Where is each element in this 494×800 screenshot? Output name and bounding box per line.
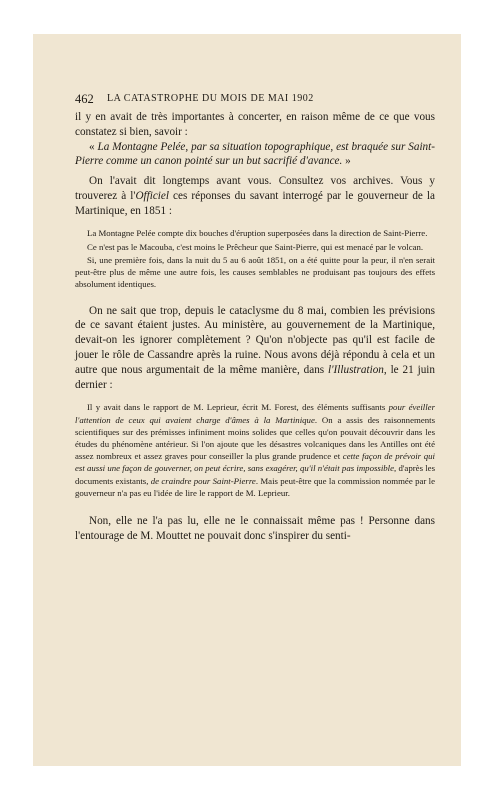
running-title: LA CATASTROPHE DU MOIS DE MAI 1902 [107, 93, 314, 104]
page-number: 462 [75, 92, 94, 106]
forest-text-2: . On a assis des raisonnements scientifiques sur des prémisses infiniment moins solides que celles qu'on pouvait découvrir dans les études du phénomène antérieur. Si l'on ajoute que les désastres volcaniques dans les Antilles ont été assez nombreux et assez graves pour conseiller la plus grande prudence et [75, 414, 435, 462]
paragraph-cataclysm-text-1: On ne sait que trop, depuis le cataclysme du 8 mai, combien les prévisions de ce savant étaient justes. Au ministère, au gouvernement de la Martinique, devait-on les ignorer complètement ? Qu'on n'objecte pas qu'il est facile de jouer le rôle de Cassandre après la ruine. Nous avons déjà répondu à cela et un autre que nous argumentait de la même manière, dans [75, 304, 435, 376]
paragraph-cataclysm-text-2: , le 21 juin dernier : [75, 363, 435, 391]
illustration-title: l'Illustration [328, 363, 384, 376]
forest-text-1: Il y avait dans le rapport de M. Leprieur, écrit M. Forest, des éléments suffisants [87, 402, 389, 413]
forest-text-4: . Mais peut-être que la commission nommée par le gouverneur n'a pas eu l'idée de lire le rapport de M. Leprieur. [75, 475, 435, 498]
paragraph-continued: il y en avait de très importantes à concerter, en raison même de ce que vous constatez si bien, savoir : [75, 111, 435, 138]
paragraph-cataclysm [75, 304, 435, 393]
open-quote: « [89, 140, 98, 153]
block-quote-1851-c: Si, une première fois, dans la nuit du 5 au 6 août 1851, on a été quitte pour la peur, il n'en serait peut-être plus de même une autre fois, les causes semblables ne produisant pas toujours des effets absolument identiques. [75, 254, 435, 290]
paragraph-archives-text-1: On l'avait dit longtemps avant vous. Consultez vos archives. Vous y trouverez à l' [75, 175, 435, 202]
block-quote-forest [75, 401, 435, 499]
paragraph-archives-text-2: ces réponses du savant interrogé par le gouverneur de la Martinique, en 1851 : [75, 189, 436, 217]
page-header [75, 92, 435, 110]
officiel-title: Officiel [135, 189, 169, 202]
forest-italic-2: cette façon de prévoir qui est aussi une façon de gouverner, on peut écrire, sans exagérer, qu'il n'était pas impossible [75, 451, 435, 474]
paragraph-archives [75, 174, 435, 218]
close-quote: » [342, 155, 351, 168]
block-quote-1851-a: La Montagne Pelée compte dix bouches d'éruption superposées dans la direction de Saint-Pierre. [87, 227, 428, 238]
quoted-passage [75, 140, 435, 170]
book-page [33, 34, 461, 766]
block-quote-1851-b: Ce n'est pas le Macouba, c'est moins le Prêcheur que Saint-Pierre, qui est menacé par le volcan. [87, 241, 424, 252]
forest-italic-1: pour éveiller l'attention de ceux qui avaient charge d'âmes à la Martinique [75, 402, 435, 425]
forest-italic-3: de craindre pour Saint-Pierre [150, 475, 256, 486]
paragraph-closing: Non, elle ne l'a pas lu, elle ne le connaissait même pas ! Personne dans l'entourage de M. Mouttet ne pouvait donc s'inspirer du senti- [75, 515, 435, 542]
forest-text-3: , d'après les documents existants, [75, 463, 435, 486]
quoted-passage-italic: La Montagne Pelée, par sa situation topographique, est braquée sur Saint-Pierre comme un canon pointé sur un but sacrifié d'avance. [75, 140, 435, 168]
